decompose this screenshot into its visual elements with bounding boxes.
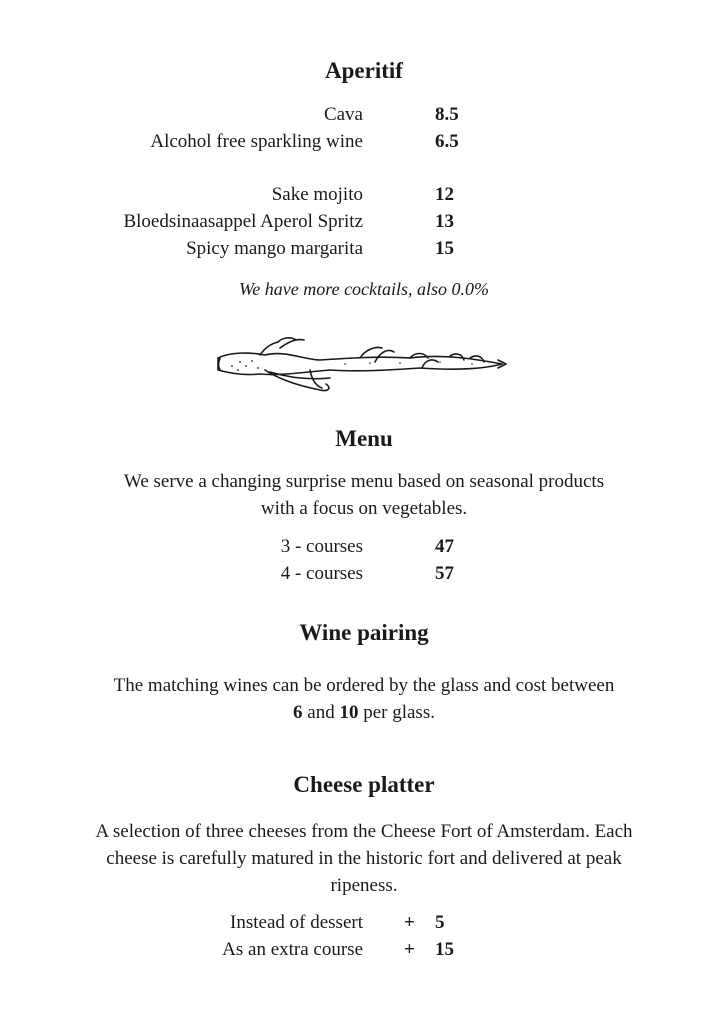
item-name: Sake mojito [271, 184, 363, 205]
cheese-description-line-1: A selection of three cheeses from the Cheese Fort of Amsterdam. Each [95, 821, 633, 842]
menu-row-instead-of-dessert [0, 912, 728, 938]
menu-description-line-1: We serve a changing surprise menu based on seasonal products [123, 471, 605, 492]
menu-description [40, 468, 688, 522]
wine-pairing-line-1: The matching wines can be ordered by the glass and cost between [113, 675, 615, 696]
menu-row-sake-mojito [0, 184, 728, 210]
wine-max-price: 10 [339, 702, 359, 723]
cocktails-note: We have more cocktails, also 0.0% [238, 279, 490, 299]
item-name: 4 - courses [280, 563, 363, 584]
item-price: 47 [435, 536, 454, 557]
item-price: 15 [435, 939, 454, 960]
item-name: 3 - courses [280, 536, 363, 557]
item-name: Cava [323, 104, 363, 125]
item-price: 12 [435, 184, 454, 205]
aperitif-title: Aperitif [325, 58, 403, 83]
item-price: 5 [435, 912, 445, 933]
item-name: Spicy mango margarita [186, 238, 363, 259]
wine-price-suffix: per glass. [363, 702, 435, 723]
menu-row-4-courses [0, 563, 728, 589]
plus-sign: + [404, 912, 415, 933]
item-price: 13 [435, 211, 454, 232]
menu-row-extra-course [0, 939, 728, 965]
wine-pairing-title: Wine pairing [299, 620, 429, 645]
wine-price-connector: and [307, 702, 335, 723]
menu-description-line-2: with a focus on vegetables. [260, 498, 468, 519]
cheese-description [30, 818, 698, 899]
wine-pairing-line-2 [40, 699, 688, 726]
plus-sign: + [404, 939, 415, 960]
menu-title: Menu [335, 426, 393, 451]
menu-row-3-courses [0, 536, 728, 562]
item-price: 57 [435, 563, 454, 584]
item-price: 8.5 [435, 104, 459, 125]
item-name: As an extra course [222, 939, 363, 960]
menu-row-aperol-spritz [0, 211, 728, 237]
menu-row-mango-margarita [0, 238, 728, 264]
wine-pairing-description [40, 672, 688, 726]
cheese-description-line-2: cheese is carefully matured in the historic fort and delivered at peak [106, 848, 622, 869]
item-name: Instead of dessert [230, 912, 363, 933]
menu-row-cava [0, 104, 728, 130]
item-name: Alcohol free sparkling wine [150, 131, 363, 152]
cheese-description-line-3: ripeness. [330, 875, 398, 896]
menu-row-alcohol-free-sparkling [0, 131, 728, 157]
wine-min-price: 6 [293, 702, 303, 723]
vegetable-sketch-icon [210, 330, 510, 400]
item-price: 15 [435, 238, 454, 259]
item-price: 6.5 [435, 131, 459, 152]
item-name: Bloedsinaasappel Aperol Spritz [123, 211, 363, 232]
cheese-platter-title: Cheese platter [293, 772, 435, 797]
